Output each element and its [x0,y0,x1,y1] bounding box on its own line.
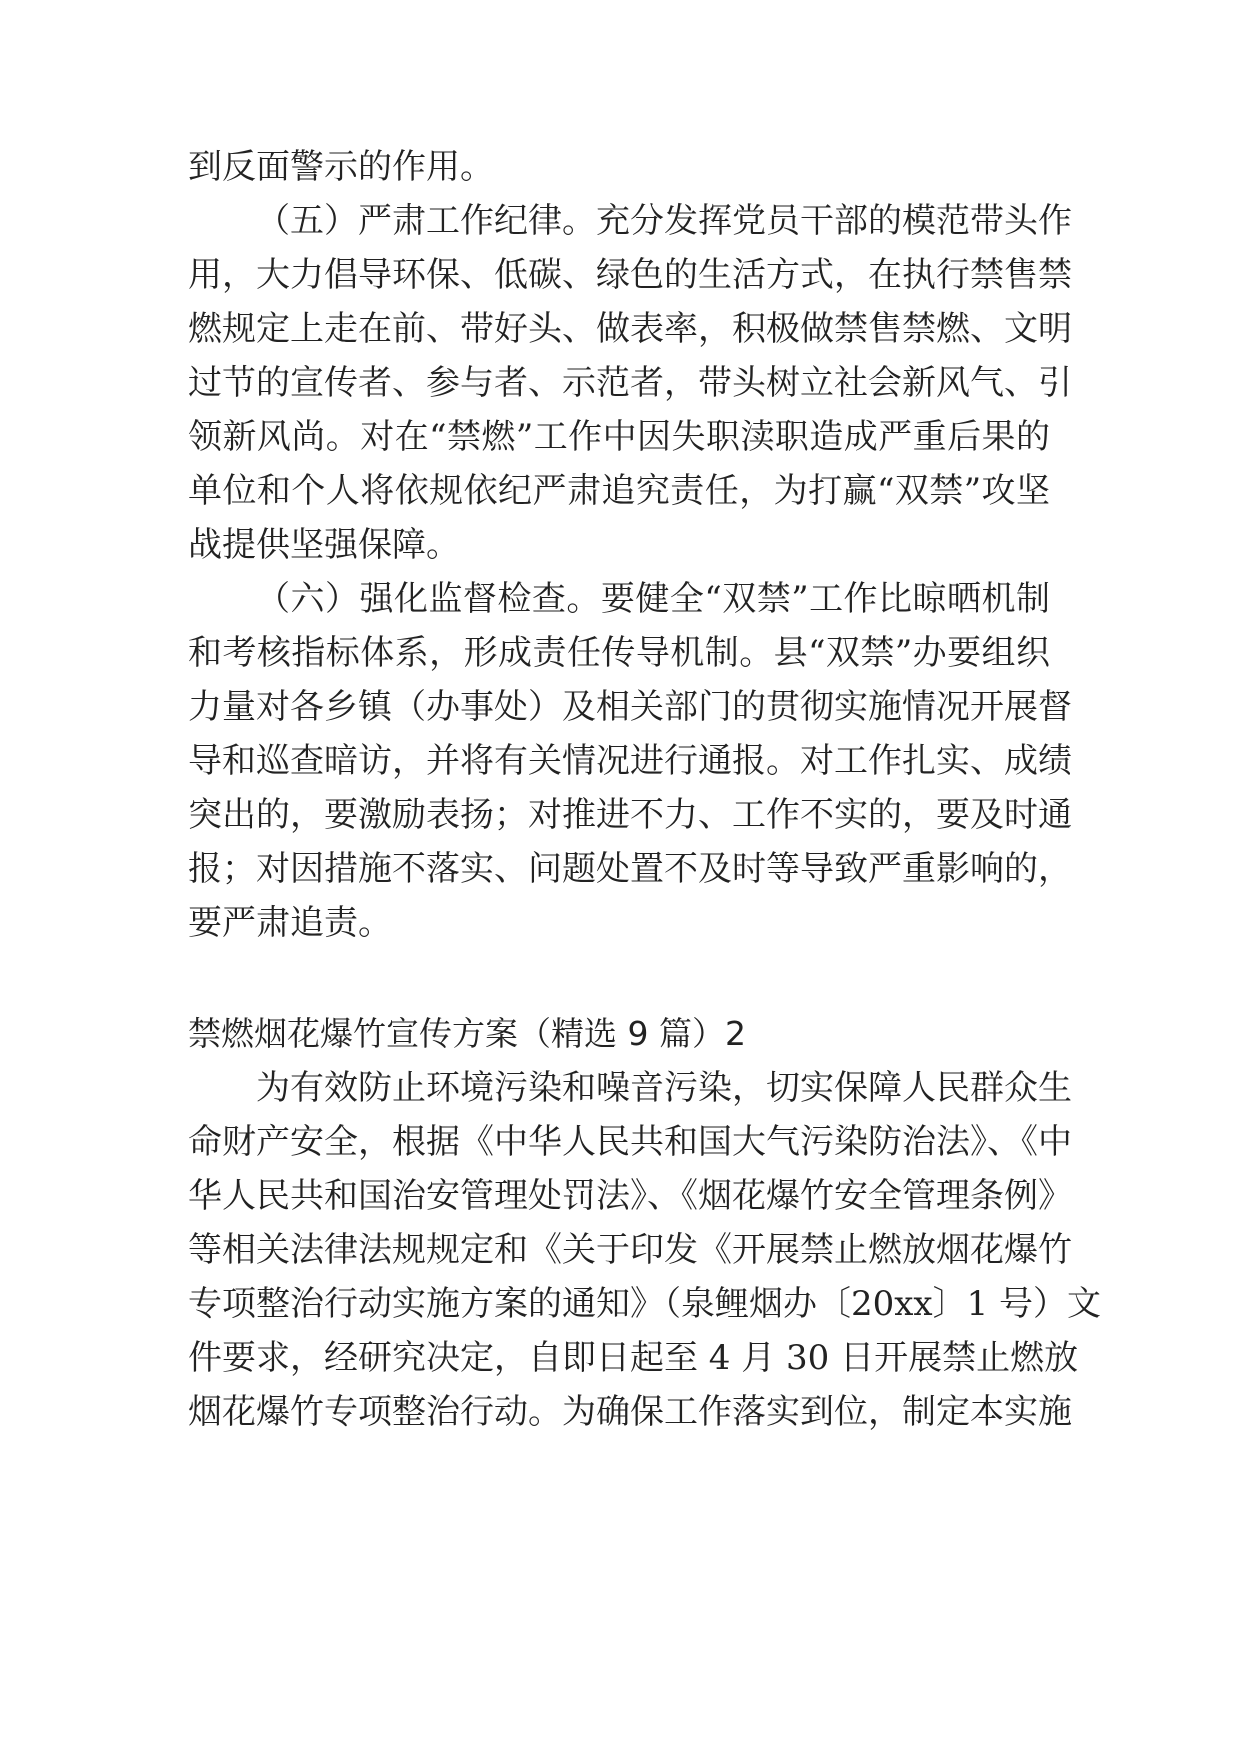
paragraph-line: 报；对因措施不落实、问题处置不及时等导致严重影响的， [188,849,1072,889]
paragraph-line: 单位和个人将依规依纪严肃追究责任，为打赢“双禁”攻坚 [188,471,1050,511]
paragraph-line: 要严肃追责。 [188,903,392,943]
paragraph-line: 等相关法律法规规定和《关于印发《开展禁止燃放烟花爆竹 [188,1230,1072,1270]
paragraph-line: 过节的宣传者、参与者、示范者，带头树立社会新风气、引 [188,363,1072,403]
paragraph-line: 为有效防止环境污染和噪音污染，切实保障人民群众生 [256,1068,1072,1108]
paragraph-line: 用，大力倡导环保、低碳、绿色的生活方式，在执行禁售禁 [188,255,1072,295]
paragraph-line: 专项整治行动实施方案的通知》（泉鲤烟办〔20xx〕1 号）文 [188,1284,1102,1324]
paragraph-line: 燃规定上走在前、带好头、做表率，积极做禁售禁燃、文明 [188,309,1072,349]
paragraph-line: （六）强化监督检查。要健全“双禁”工作比晾晒机制 [256,579,1050,619]
paragraph-line: （五）严肃工作纪律。充分发挥党员干部的模范带头作 [256,201,1072,241]
section-heading: 禁燃烟花爆竹宣传方案（精选 9 篇）2 [188,1014,746,1053]
paragraph-line: 命财产安全，根据《中华人民共和国大气污染防治法》、《中 [188,1122,1072,1162]
paragraph-line: 力量对各乡镇（办事处）及相关部门的贯彻实施情况开展督 [188,687,1072,727]
paragraph-line: 件要求，经研究决定，自即日起至 4 月 30 日开展禁止燃放 [188,1338,1079,1378]
paragraph-line: 烟花爆竹专项整治行动。为确保工作落实到位，制定本实施 [188,1392,1072,1432]
paragraph-line: 和考核指标体系，形成责任传导机制。县“双禁”办要组织 [188,633,1050,673]
paragraph-line: 到反面警示的作用。 [188,147,494,187]
paragraph-line: 突出的，要激励表扬；对推进不力、工作不实的，要及时通 [188,795,1072,835]
paragraph-line: 战提供坚强保障。 [188,525,460,565]
paragraph-line: 领新风尚。对在“禁燃”工作中因失职渎职造成严重后果的 [188,417,1050,457]
paragraph-line: 华人民共和国治安管理处罚法》、《烟花爆竹安全管理条例》 [188,1176,1072,1216]
paragraph-line: 导和巡查暗访，并将有关情况进行通报。对工作扎实、成绩 [188,741,1072,781]
